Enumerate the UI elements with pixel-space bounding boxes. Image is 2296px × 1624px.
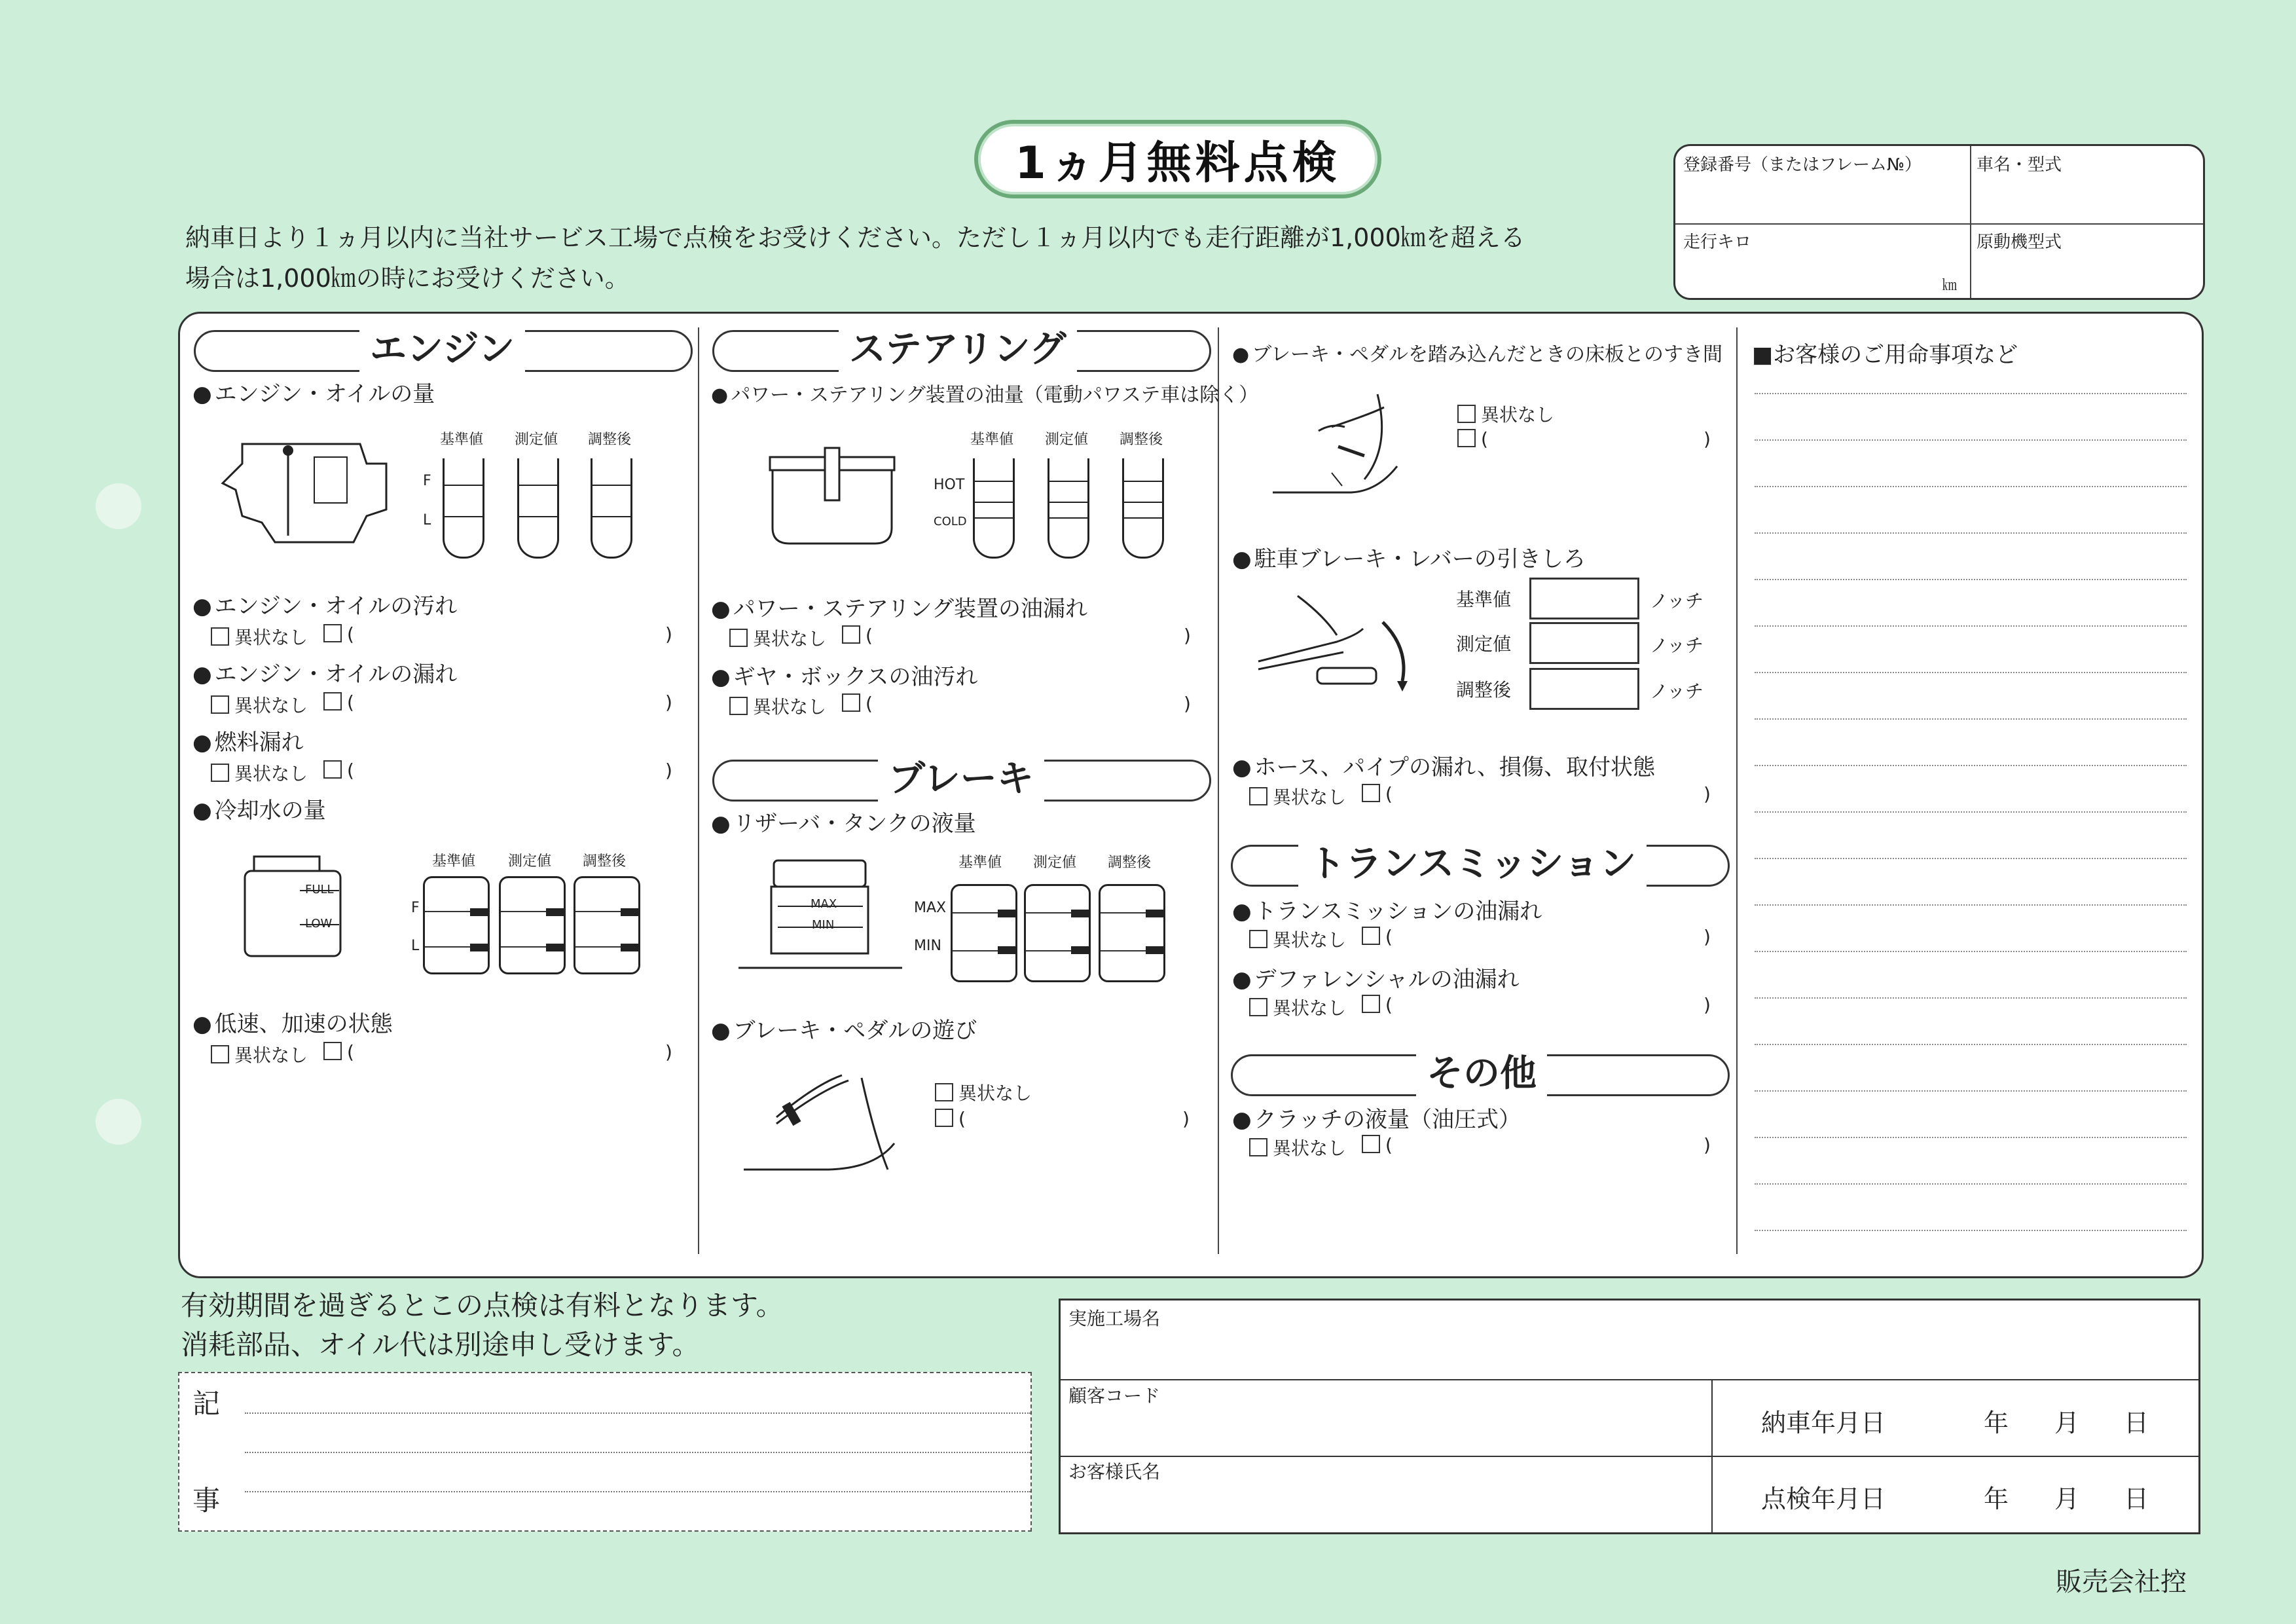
notes-line xyxy=(1755,625,2187,627)
notes-line xyxy=(1755,532,2187,534)
std-label: 基準値 xyxy=(970,432,1014,448)
notch-meas-input[interactable] xyxy=(1529,622,1639,664)
clutch-other-checkbox[interactable]: ( xyxy=(1362,1134,1393,1156)
tm-leak-other-checkbox[interactable]: ( xyxy=(1362,926,1393,948)
reservoir-min: MIN xyxy=(812,918,835,932)
hose-other-checkbox[interactable]: ( xyxy=(1362,783,1393,805)
footer-line-2: 消耗部品、オイル代は別途申し受けます。 xyxy=(181,1329,700,1361)
close-paren: ) xyxy=(1704,428,1711,450)
speed-other-checkbox[interactable]: ( xyxy=(323,1041,354,1063)
memo-char-2: 事 xyxy=(192,1485,221,1517)
notes-line xyxy=(1755,718,2187,720)
engine-oil-leak-label: ● エンジン・オイルの漏れ xyxy=(192,656,457,688)
inspection-month: 月 xyxy=(2054,1485,2080,1513)
engine-heading: エンジン xyxy=(359,320,525,373)
notes-line xyxy=(1755,997,2187,999)
pedal-gap-other-checkbox[interactable]: ( xyxy=(1457,428,1488,450)
ps-gauge-meas xyxy=(1048,458,1089,559)
steering-section-header xyxy=(712,330,1211,372)
inspection-year: 年 xyxy=(1984,1485,2009,1513)
adj-label: 調整後 xyxy=(583,853,627,870)
binder-hole xyxy=(96,1099,141,1145)
oil-leak-ok-checkbox[interactable]: 異状なし xyxy=(211,692,308,718)
brake-gauge-std xyxy=(951,884,1017,982)
customer-notes-heading: ■お客様のご用命事項など xyxy=(1752,342,2018,368)
meas-label: 測定値 xyxy=(515,432,558,448)
ps-leak-label: ● パワー・ステアリング装置の油漏れ xyxy=(711,591,1087,623)
coolant-low-label: LOW xyxy=(305,917,333,931)
memo-char-1: 記 xyxy=(192,1388,221,1420)
delivery-date-label: 納車年月日 xyxy=(1761,1409,1886,1437)
oil-gauge-adj xyxy=(591,458,632,559)
notch-meas-label: 測定値 xyxy=(1456,633,1512,655)
std-label: 基準値 xyxy=(440,432,484,448)
engine-illustration xyxy=(216,437,393,549)
close-paren: ) xyxy=(665,760,672,781)
oil-gauge-std xyxy=(443,458,484,559)
notes-line xyxy=(1755,579,2187,580)
close-paren: ) xyxy=(665,1041,672,1063)
pedal-gap-illustration xyxy=(1266,388,1423,499)
close-paren: ) xyxy=(1704,994,1711,1016)
level-L: L xyxy=(423,512,431,528)
notes-line xyxy=(1755,858,2187,859)
coolant-gauge-adj xyxy=(574,876,640,974)
level-max: MAX xyxy=(914,900,947,916)
pedal-play-label: ● ブレーキ・ペダルの遊び xyxy=(711,1012,977,1044)
page-title: 1ヵ月無料点検 xyxy=(974,120,1381,198)
notes-line xyxy=(1755,486,2187,487)
meas-label: 測定値 xyxy=(508,853,552,870)
fuel-leak-other-checkbox[interactable]: ( xyxy=(323,760,354,781)
brake-pedal-illustration xyxy=(737,1071,901,1176)
reservoir-label: ● リザーバ・タンクの液量 xyxy=(711,805,976,838)
engine-oil-level-label: ● エンジン・オイルの量 xyxy=(192,376,435,408)
pedal-gap-label: ● ブレーキ・ペダルを踏み込んだときの床板とのすき間 xyxy=(1232,338,1722,367)
brake-gauge-meas xyxy=(1024,884,1091,982)
tm-leak-label: ● トランスミッションの油漏れ xyxy=(1232,893,1542,925)
notes-line xyxy=(1755,1137,2187,1138)
mileage-label: 走行キロ xyxy=(1683,232,1752,252)
inspection-day: 日 xyxy=(2124,1485,2149,1513)
transmission-heading: トランスミッション xyxy=(1298,835,1647,887)
copy-label: 販売会社控 xyxy=(2056,1567,2187,1597)
notes-line xyxy=(1755,1230,2187,1231)
level-hot: HOT xyxy=(934,477,965,493)
coolant-label: ● 冷却水の量 xyxy=(192,792,326,824)
intro-text xyxy=(185,217,1652,299)
intro-line-1: 納車日より１ヵ月以内に当社サービス工場で点検をお受けください。ただし１ヵ月以内でも走行距離が1,000㎞を超える xyxy=(185,223,1525,252)
column-divider xyxy=(698,327,699,1254)
parking-brake-illustration xyxy=(1252,589,1422,694)
pedal-play-ok-checkbox[interactable]: 異状なし xyxy=(935,1079,1032,1105)
parking-brake-label: ● 駐車ブレーキ・レバーの引きしろ xyxy=(1232,541,1586,573)
notch-adj-label: 調整後 xyxy=(1456,679,1512,701)
pedal-gap-ok-checkbox[interactable]: 異状なし xyxy=(1457,401,1554,427)
level-F: F xyxy=(423,473,431,489)
level-L: L xyxy=(411,938,420,954)
coolant-tank-illustration xyxy=(241,857,352,961)
delivery-year: 年 xyxy=(1984,1409,2009,1437)
notes-line xyxy=(1755,951,2187,952)
ps-gauge-adj xyxy=(1122,458,1164,559)
fuel-leak-label: ● 燃料漏れ xyxy=(192,724,304,756)
gearbox-other-checkbox[interactable]: ( xyxy=(842,693,873,714)
ps-leak-ok-checkbox[interactable]: 異状なし xyxy=(729,625,826,651)
close-paren: ) xyxy=(1704,783,1711,805)
brake-heading: ブレーキ xyxy=(878,750,1044,802)
brake-reservoir-illustration xyxy=(738,855,902,973)
notch-std-label: 基準値 xyxy=(1456,589,1512,610)
notch-adj-input[interactable] xyxy=(1529,668,1639,710)
diff-leak-ok-checkbox[interactable]: 異状なし xyxy=(1249,994,1346,1020)
ps-leak-other-checkbox[interactable]: ( xyxy=(842,625,873,646)
oil-dirt-other-checkbox[interactable]: ( xyxy=(323,623,354,645)
reservoir-max: MAX xyxy=(811,897,837,911)
level-min: MIN xyxy=(914,938,941,954)
adj-label: 調整後 xyxy=(1120,432,1163,448)
std-label: 基準値 xyxy=(958,855,1002,871)
brake-section-header xyxy=(712,760,1211,802)
delivery-day: 日 xyxy=(2124,1409,2149,1437)
footer-line-1: 有効期間を過ぎるとこの点検は有料となります。 xyxy=(181,1289,784,1321)
shop-info-box xyxy=(1059,1299,2200,1534)
registration-box xyxy=(1673,144,2205,300)
meas-label: 測定値 xyxy=(1033,855,1077,871)
km-unit: ㎞ xyxy=(1942,278,1958,294)
hose-label: ● ホース、パイプの漏れ、損傷、取付状態 xyxy=(1232,749,1655,781)
notch-unit: ノッチ xyxy=(1650,680,1704,702)
close-paren: ) xyxy=(665,623,672,645)
meas-label: 測定値 xyxy=(1045,432,1089,448)
close-paren: ) xyxy=(665,692,672,713)
inspection-date-label: 点検年月日 xyxy=(1761,1485,1886,1513)
ps-gauge-std xyxy=(973,458,1015,559)
reg-no-label: 登録番号（またはフレーム№） xyxy=(1683,155,1922,175)
notch-std-input[interactable] xyxy=(1529,578,1639,619)
customer-code-label: 顧客コード xyxy=(1068,1385,1161,1407)
oil-leak-other-checkbox[interactable]: ( xyxy=(323,692,354,713)
notes-line xyxy=(1755,904,2187,906)
close-paren: ) xyxy=(1184,625,1191,646)
brake-gauge-adj xyxy=(1099,884,1165,982)
ps-reservoir-illustration xyxy=(763,443,901,547)
engine-type-label: 原動機型式 xyxy=(1977,232,2062,252)
notes-line xyxy=(1755,672,2187,673)
speed-ok-checkbox[interactable]: 異状なし xyxy=(211,1041,308,1067)
delivery-month: 月 xyxy=(2054,1409,2080,1437)
binder-hole xyxy=(96,483,141,529)
notes-line xyxy=(1755,1090,2187,1092)
gearbox-leak-label: ● ギヤ・ボックスの油汚れ xyxy=(711,659,977,691)
other-heading: その他 xyxy=(1416,1044,1547,1097)
adj-label: 調整後 xyxy=(588,432,632,448)
intro-line-2: 場合は1,000㎞の時にお受けください。 xyxy=(185,264,630,293)
ps-oil-label: ● パワー・ステアリング装置の油量（電動パワステ車は除く） xyxy=(711,378,1258,407)
close-paren: ) xyxy=(1184,693,1191,714)
oil-gauge-meas xyxy=(517,458,559,559)
fuel-leak-ok-checkbox[interactable]: 異状なし xyxy=(211,760,308,786)
other-section-header xyxy=(1231,1054,1730,1096)
level-F: F xyxy=(411,900,420,916)
footer-notice xyxy=(181,1286,784,1365)
gearbox-ok-checkbox[interactable]: 異状なし xyxy=(729,693,826,719)
coolant-gauge-meas xyxy=(499,876,566,974)
std-label: 基準値 xyxy=(432,853,476,870)
customer-name-label: お客様氏名 xyxy=(1068,1461,1161,1483)
diff-leak-other-checkbox[interactable]: ( xyxy=(1362,994,1393,1016)
speed-state-label: ● 低速、加速の状態 xyxy=(192,1006,393,1038)
close-paren: ) xyxy=(1704,926,1711,948)
coolant-full-label: FULL xyxy=(305,883,334,896)
memo-box[interactable] xyxy=(178,1372,1032,1532)
close-paren: ) xyxy=(1704,1134,1711,1156)
hose-ok-checkbox[interactable]: 異状なし xyxy=(1249,783,1346,809)
shop-name-label: 実施工場名 xyxy=(1068,1308,1161,1329)
notch-unit: ノッチ xyxy=(1650,635,1704,656)
clutch-label: ● クラッチの液量（油圧式） xyxy=(1232,1101,1521,1134)
notes-line xyxy=(1755,1183,2187,1185)
diff-leak-label: ● デファレンシャルの油漏れ xyxy=(1232,961,1520,993)
oil-dirt-ok-checkbox[interactable]: 異状なし xyxy=(211,623,308,650)
transmission-section-header xyxy=(1231,845,1730,887)
engine-section-header xyxy=(194,330,693,372)
pedal-play-other-checkbox[interactable]: ( xyxy=(935,1108,966,1130)
notes-line xyxy=(1755,439,2187,441)
engine-oil-dirt-label: ● エンジン・オイルの汚れ xyxy=(192,588,457,620)
steering-heading: ステアリング xyxy=(839,320,1077,373)
notes-line xyxy=(1755,1044,2187,1045)
notes-line xyxy=(1755,811,2187,813)
adj-label: 調整後 xyxy=(1108,855,1152,871)
column-divider xyxy=(1218,327,1219,1254)
notch-unit: ノッチ xyxy=(1650,590,1704,612)
notes-line xyxy=(1755,393,2187,394)
close-paren: ) xyxy=(1182,1108,1190,1130)
car-name-label: 車名・型式 xyxy=(1977,155,2062,175)
tm-leak-ok-checkbox[interactable]: 異状なし xyxy=(1249,926,1346,952)
notes-line xyxy=(1755,765,2187,766)
clutch-ok-checkbox[interactable]: 異状なし xyxy=(1249,1134,1346,1160)
column-divider xyxy=(1736,327,1738,1254)
coolant-gauge-std xyxy=(423,876,490,974)
level-cold: COLD xyxy=(934,515,967,528)
